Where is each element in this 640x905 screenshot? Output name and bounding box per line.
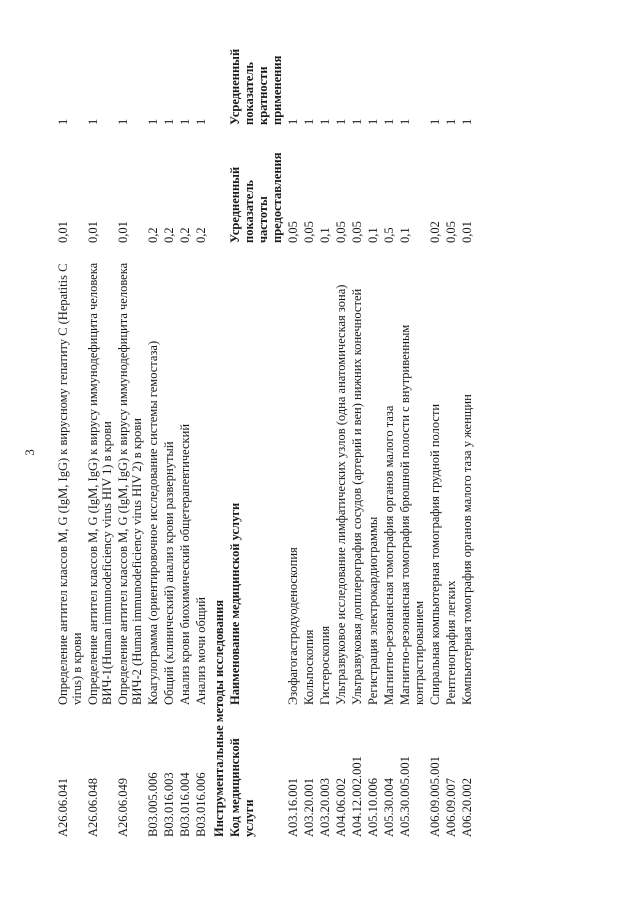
service-code: A04.06.002 xyxy=(334,777,348,837)
table-row xyxy=(116,9,146,839)
service-name: Коагулограмма (ориентировочное исследование системы гемостаза) xyxy=(146,340,160,705)
frequency-value: 0,05 xyxy=(302,221,316,243)
frequency-value: 0,1 xyxy=(398,227,412,243)
service-code: B03.005.006 xyxy=(146,772,160,837)
service-name: Кольпоскопия xyxy=(302,629,316,705)
service-code: A26.06.041 xyxy=(56,777,70,837)
service-name: Магнитно-резонансная томография органов малого таза xyxy=(382,405,396,705)
service-code: A05.10.006 xyxy=(366,777,380,837)
service-name: Гистероскопия xyxy=(318,625,332,705)
table-row xyxy=(350,9,366,839)
multiplicity-value: 1 xyxy=(178,118,192,125)
service-code: A26.06.048 xyxy=(86,777,100,837)
service-code: B03.016.004 xyxy=(178,772,192,837)
multiplicity-value: 1 xyxy=(428,118,442,125)
service-name: Определение антител классов M, G (IgM, IgG) к вирусу иммунодефицита человека ВИЧ-1(Human immunodeficiency virus HIV 1) в крови xyxy=(86,262,114,705)
service-code: A26.06.049 xyxy=(116,777,130,837)
services-table xyxy=(56,9,476,839)
table-row xyxy=(56,9,86,839)
service-code: A03.20.003 xyxy=(318,777,332,837)
table-row xyxy=(286,9,302,839)
multiplicity-value: 1 xyxy=(398,118,412,125)
service-name: Анализ мочи общий xyxy=(194,597,208,705)
table-row xyxy=(194,9,210,839)
service-name: Анализ крови биохимический общетерапевтический xyxy=(178,423,192,705)
frequency-value: 0,5 xyxy=(382,227,396,243)
service-name: Общий (клинический) анализ крови развернутый xyxy=(162,441,176,705)
table-row xyxy=(366,9,382,839)
header-frequency: Усредненный показатель частоты предоставления xyxy=(228,152,284,243)
multiplicity-value: 1 xyxy=(194,118,208,125)
frequency-value: 0,01 xyxy=(86,221,100,243)
frequency-value: 0,2 xyxy=(194,227,208,243)
service-code: A06.20.002 xyxy=(460,777,474,837)
service-name: Рентгенография легких xyxy=(444,580,458,705)
services-table-container xyxy=(56,9,476,839)
section-title: Инструментальные методы исследования xyxy=(212,599,226,837)
table-row xyxy=(444,9,460,839)
service-code: B03.016.003 xyxy=(162,772,176,837)
service-code: A05.30.005.001 xyxy=(398,756,412,837)
frequency-value: 0,2 xyxy=(146,227,160,243)
frequency-value: 0,1 xyxy=(318,227,332,243)
service-name: Определение антител классов M, G (IgM, IgG) к вирусу иммунодефицита человека ВИЧ-2 (Human immunodeficiency virus HIV 2) в крови xyxy=(116,262,144,705)
service-code: A03.20.001 xyxy=(302,777,316,837)
table-row xyxy=(86,9,116,839)
frequency-value: 0,05 xyxy=(334,221,348,243)
table-row xyxy=(334,9,350,839)
header-multiplicity: Усредненный показатель кратности применения xyxy=(228,48,284,125)
service-name: Определение антител классов M, G (IgM, IgG) к вирусному гепатиту C (Hepatitis C virus) в крови xyxy=(56,263,84,705)
multiplicity-value: 1 xyxy=(318,118,332,125)
table-row xyxy=(428,9,444,839)
frequency-value: 0,01 xyxy=(116,221,130,243)
service-name: Регистрация электрокардиограммы xyxy=(366,516,380,705)
service-code: A06.09.007 xyxy=(444,777,458,837)
multiplicity-value: 1 xyxy=(444,118,458,125)
frequency-value: 0,2 xyxy=(162,227,176,243)
page-number: 3 xyxy=(22,449,37,456)
frequency-value: 0,02 xyxy=(428,221,442,243)
multiplicity-value: 1 xyxy=(350,118,364,125)
service-name: Ультразвуковая допплерография сосудов (артерий и вен) нижних конечностей xyxy=(350,288,364,705)
service-code: B03.016.006 xyxy=(194,772,208,837)
service-code: A04.12.002.001 xyxy=(350,756,364,837)
service-code: A05.30.004 xyxy=(382,777,396,837)
table-header-row xyxy=(228,9,286,839)
frequency-value: 0,2 xyxy=(178,227,192,243)
multiplicity-value: 1 xyxy=(334,118,348,125)
frequency-value: 0,1 xyxy=(366,227,380,243)
multiplicity-value: 1 xyxy=(86,118,100,125)
table-row xyxy=(398,9,428,839)
table-row xyxy=(162,9,178,839)
multiplicity-value: 1 xyxy=(146,118,160,125)
table-row xyxy=(302,9,318,839)
service-name: Спиральная компьютерная томография грудной полости xyxy=(428,403,442,705)
multiplicity-value: 1 xyxy=(302,118,316,125)
table-row xyxy=(178,9,194,839)
table-row xyxy=(146,9,162,839)
service-name: Компьютерная томография органов малого таза у женщин xyxy=(460,394,474,705)
multiplicity-value: 1 xyxy=(460,118,474,125)
service-name: Эзофагогастродуоденоскопия xyxy=(286,547,300,705)
multiplicity-value: 1 xyxy=(366,118,380,125)
service-name: Ультразвуковое исследование лимфатических узлов (одна анатомическая зона) xyxy=(334,284,348,705)
header-name: Наименование медицинской услуги xyxy=(228,502,242,705)
header-code: Код медицинской услуги xyxy=(228,738,256,837)
section-row xyxy=(210,9,228,839)
multiplicity-value: 1 xyxy=(286,118,300,125)
multiplicity-value: 1 xyxy=(56,118,70,125)
service-code: A06.09.005.001 xyxy=(428,756,442,837)
service-code: A03.16.001 xyxy=(286,777,300,837)
multiplicity-value: 1 xyxy=(162,118,176,125)
frequency-value: 0,05 xyxy=(286,221,300,243)
frequency-value: 0,01 xyxy=(460,221,474,243)
service-name: Магнитно-резонансная томография брюшной полости с внутривенным контрастированием xyxy=(398,324,426,705)
table-row xyxy=(382,9,398,839)
multiplicity-value: 1 xyxy=(382,118,396,125)
frequency-value: 0,05 xyxy=(350,221,364,243)
table-row xyxy=(318,9,334,839)
frequency-value: 0,01 xyxy=(56,221,70,243)
multiplicity-value: 1 xyxy=(116,118,130,125)
frequency-value: 0,05 xyxy=(444,221,458,243)
table-row xyxy=(460,9,476,839)
